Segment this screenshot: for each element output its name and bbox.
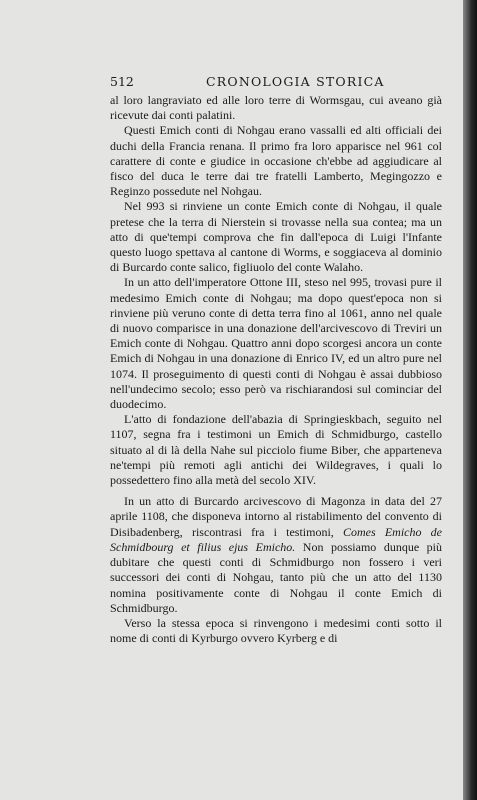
- paragraph: al loro langraviato ed alle loro terre di Wormsgau, cui aveano già ricevute dai conti palatini.: [110, 93, 442, 123]
- page-header: [110, 74, 440, 92]
- paragraph: Verso la stessa epoca si rinvengono i medesimi conti sotto il nome di conti di Kyrburgo ovvero Kyrberg e di: [110, 615, 442, 646]
- paragraph: L'atto di fondazione dell'abazia di Springieskbach, seguito nel 1107, segna fra i testimoni un Emich di Schmidburgo, castello situato al di là della Nahe sul picciolo fiume Biber, che apparteneva ne'tempi più remoti agli antichi dei Wildegraves, i quali lo possedettero fino alla metà del secolo XIV.: [110, 412, 442, 488]
- binding-gutter: [463, 0, 477, 800]
- running-title: CRONOLOGIA STORICA: [206, 74, 385, 89]
- paragraph: In un atto dell'imperatore Ottone III, steso nel 995, trovasi pure il medesimo Emich conte di Nohgau; ma dopo quest'epoca non si rinviene più veruno conte di detta terra fino al 1061, anno nel quale di nuovo comparisce in una donazione dell'arcivescovo di Treviri un Emich conte di Nohgau. Quattro anni dopo scorgesi ancora un conte Emich di Nohgau in una donazione di Enrico IV, ed un altro pure nel 1074. Il proseguimento di questi conti di Nohgau è assai dubbioso nell'undecimo secolo; esso però va rischiarandosi sul cominciar del duodecimo.: [110, 275, 442, 412]
- paragraph-text: In un atto di Burcardo arcivescovo di Magonza in data del 27 aprile 1108, che disponeva intorno al ristabilimento del convento di Disibadenberg, riscontrasi fra i testimoni,: [110, 494, 442, 539]
- paragraph: Nel 993 si rinviene un conte Emich conte di Nohgau, il quale pretese che la terra di Nierstein si trovasse nella sua contea; ma un atto di que'tempi comprova che fin dall'epoca di Luigi l'Infante questo luogo spettava al cantone di Worms, e soggiaceva al dominio di Burcardo conte salico, figliuolo del conte Walaho.: [110, 199, 442, 275]
- paragraph-text: Non possiamo dunque più dubitare che questi conti di Schmidburgo non fossero i veri successori dei conti di Nohgau, tanto più che un atto del 1130 nomina positivamente conte di Nohgau il conte Emich di Schmidburgo.: [110, 539, 442, 615]
- body-text: [110, 93, 442, 646]
- paragraph: [110, 494, 442, 616]
- page-number: 512: [110, 74, 134, 89]
- latin-quotation: Comes Emicho de Schmidbourg et filius ejus Emicho.: [110, 524, 442, 554]
- paragraph: Questi Emich conti di Nohgau erano vassalli ed alti officiali dei duchi della Francia renana. Il primo fra loro apparisce nel 961 col carattere di conte e giudice in occasione ch'ebbe ad aggiudicare al fisco del duca le terre dai tre fratelli Lamberto, Megingozzo e Reginzo possedute nel Nohgau.: [110, 123, 442, 199]
